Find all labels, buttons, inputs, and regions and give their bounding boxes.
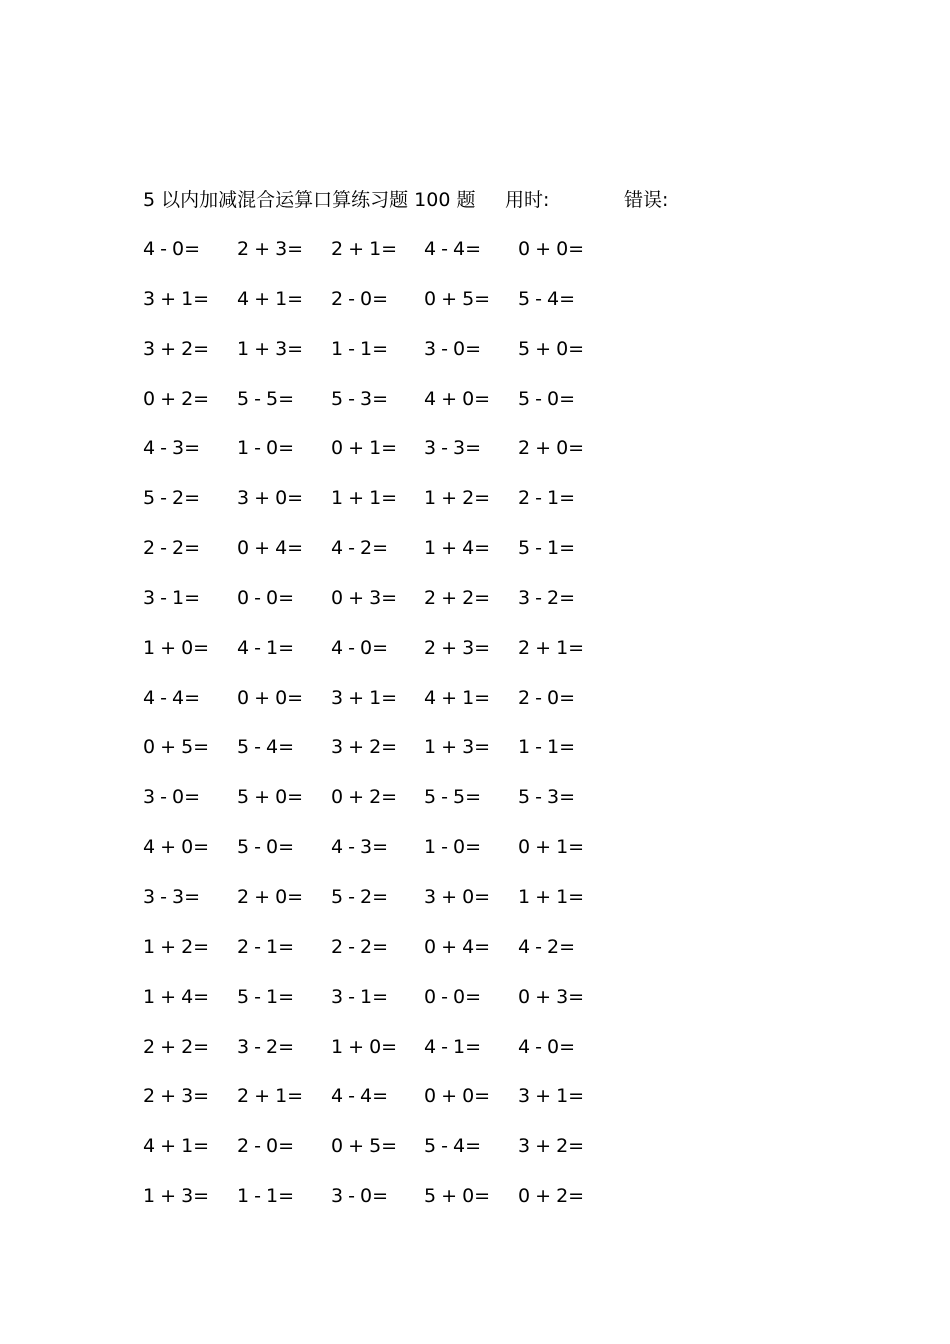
math-problem: 4 + 0= [143, 836, 210, 859]
math-problem: 5 - 2= [331, 885, 389, 908]
problem-row [143, 233, 623, 283]
math-problem: 3 + 0= [424, 885, 491, 908]
math-problem: 5 - 3= [331, 387, 389, 410]
errors-label: 错误: [624, 189, 669, 211]
math-problem: 3 - 1= [143, 586, 201, 609]
math-problem: 2 - 0= [331, 287, 389, 310]
math-problem: 4 - 0= [143, 238, 201, 260]
problem-row [143, 482, 623, 532]
math-problem: 2 + 0= [518, 437, 585, 460]
math-problem: 0 + 2= [518, 1185, 585, 1208]
math-problem: 1 + 3= [237, 337, 304, 360]
math-problem: 3 - 1= [331, 985, 389, 1008]
math-problem: 5 + 0= [237, 786, 304, 809]
math-problem: 0 + 4= [237, 537, 304, 560]
math-problem: 2 + 2= [424, 586, 491, 609]
math-problem: 0 + 3= [518, 985, 585, 1008]
math-problem: 4 + 1= [143, 1135, 210, 1158]
problem-row [143, 781, 623, 831]
math-problem: 1 - 1= [331, 337, 389, 360]
problem-row [143, 981, 623, 1031]
math-problem: 4 - 4= [143, 686, 201, 709]
math-problem: 0 - 0= [424, 985, 482, 1008]
time-used-label: 用时: [505, 189, 550, 211]
problem-row [143, 831, 623, 881]
math-problem: 1 + 2= [424, 487, 491, 510]
math-problem: 2 - 0= [518, 686, 576, 709]
problem-row [143, 1130, 623, 1180]
problem-row [143, 582, 623, 632]
math-problem: 0 + 2= [143, 387, 210, 410]
math-problem: 4 - 1= [237, 636, 295, 659]
math-problem: 1 + 0= [331, 1035, 398, 1058]
math-problem: 2 - 2= [143, 537, 201, 560]
math-problem: 3 - 0= [331, 1185, 389, 1208]
math-problem: 1 + 2= [143, 935, 210, 958]
problem-row [143, 532, 623, 582]
math-problem: 5 - 4= [424, 1135, 482, 1158]
math-problem: 3 - 0= [424, 337, 482, 360]
math-problem: 0 + 5= [424, 287, 491, 310]
math-problem: 2 + 3= [143, 1085, 210, 1108]
math-problem: 2 - 2= [331, 935, 389, 958]
math-problem: 4 - 3= [331, 836, 389, 859]
math-problem: 0 - 0= [237, 586, 295, 609]
math-problem: 1 + 4= [143, 985, 210, 1008]
problem-row [143, 731, 623, 781]
math-problem: 4 - 3= [143, 437, 201, 460]
math-problem: 5 - 3= [518, 786, 576, 809]
math-problem: 2 + 1= [518, 636, 585, 659]
math-problem: 3 + 1= [331, 686, 398, 709]
math-problem: 2 + 3= [424, 636, 491, 659]
math-problem: 2 + 2= [143, 1035, 210, 1058]
worksheet-header [143, 184, 843, 216]
problem-row [143, 432, 623, 482]
math-problem: 4 - 2= [331, 537, 389, 560]
math-problem: 0 + 1= [518, 836, 585, 859]
math-problem: 3 + 2= [331, 736, 398, 759]
math-problem: 0 + 4= [424, 935, 491, 958]
math-problem: 4 - 1= [424, 1035, 482, 1058]
math-problem: 3 - 3= [143, 885, 201, 908]
math-problem: 4 - 2= [518, 935, 576, 958]
math-problem: 2 + 3= [237, 238, 304, 260]
math-problem: 4 - 4= [331, 1085, 389, 1108]
math-problem: 1 - 0= [237, 437, 295, 460]
problem-row [143, 931, 623, 981]
math-problem: 5 - 0= [237, 836, 295, 859]
math-problem: 5 - 5= [424, 786, 482, 809]
math-problem: 2 + 0= [237, 885, 304, 908]
problem-row [143, 283, 623, 333]
math-problem: 0 + 0= [237, 686, 304, 709]
math-problem: 0 + 2= [331, 786, 398, 809]
problem-row [143, 632, 623, 682]
math-problem: 3 - 0= [143, 786, 201, 809]
math-problem: 1 - 1= [518, 736, 576, 759]
problem-row [143, 333, 623, 383]
math-problem: 4 + 1= [424, 686, 491, 709]
math-problem: 3 + 0= [237, 487, 304, 510]
math-problem: 1 + 3= [143, 1185, 210, 1208]
math-problem: 4 + 0= [424, 387, 491, 410]
math-problem: 5 - 1= [237, 985, 295, 1008]
math-problem: 4 - 4= [424, 238, 482, 260]
math-problem: 1 - 0= [424, 836, 482, 859]
math-problem: 0 + 5= [331, 1135, 398, 1158]
math-problem: 2 - 1= [237, 935, 295, 958]
problem-row [143, 1031, 623, 1081]
math-problem: 1 + 4= [424, 537, 491, 560]
math-problem: 5 + 0= [518, 337, 585, 360]
math-problem: 4 + 1= [237, 287, 304, 310]
problem-row [143, 1080, 623, 1130]
math-problem: 1 + 3= [424, 736, 491, 759]
math-problem: 4 - 0= [518, 1035, 576, 1058]
math-problem: 5 - 0= [518, 387, 576, 410]
math-problem: 4 - 0= [331, 636, 389, 659]
problem-row [143, 1180, 623, 1230]
math-problem: 3 - 2= [518, 586, 576, 609]
math-problem: 0 + 0= [518, 238, 585, 260]
problem-row [143, 881, 623, 931]
math-problem: 5 - 1= [518, 537, 576, 560]
math-problem: 3 - 3= [424, 437, 482, 460]
math-problem: 1 + 1= [331, 487, 398, 510]
math-problem: 3 + 1= [518, 1085, 585, 1108]
math-problem: 0 + 5= [143, 736, 210, 759]
math-problem: 0 + 3= [331, 586, 398, 609]
math-problem: 5 - 4= [518, 287, 576, 310]
worksheet-title: 5 以内加减混合运算口算练习题 100 题 [143, 189, 476, 211]
problem-row [143, 383, 623, 433]
math-problem: 1 + 1= [518, 885, 585, 908]
math-problem: 3 + 1= [143, 287, 210, 310]
math-problem: 2 + 1= [331, 238, 398, 260]
math-problem: 1 - 1= [237, 1185, 295, 1208]
math-problem: 1 + 0= [143, 636, 210, 659]
math-problem: 3 + 2= [518, 1135, 585, 1158]
math-problem: 5 - 2= [143, 487, 201, 510]
math-problem: 0 + 0= [424, 1085, 491, 1108]
problem-grid [143, 233, 623, 1230]
problem-row [143, 682, 623, 732]
math-problem: 5 - 5= [237, 387, 295, 410]
math-problem: 0 + 1= [331, 437, 398, 460]
math-problem: 2 - 1= [518, 487, 576, 510]
math-problem: 5 + 0= [424, 1185, 491, 1208]
math-problem: 3 + 2= [143, 337, 210, 360]
math-problem: 3 - 2= [237, 1035, 295, 1058]
math-problem: 2 - 0= [237, 1135, 295, 1158]
math-problem: 5 - 4= [237, 736, 295, 759]
math-problem: 2 + 1= [237, 1085, 304, 1108]
